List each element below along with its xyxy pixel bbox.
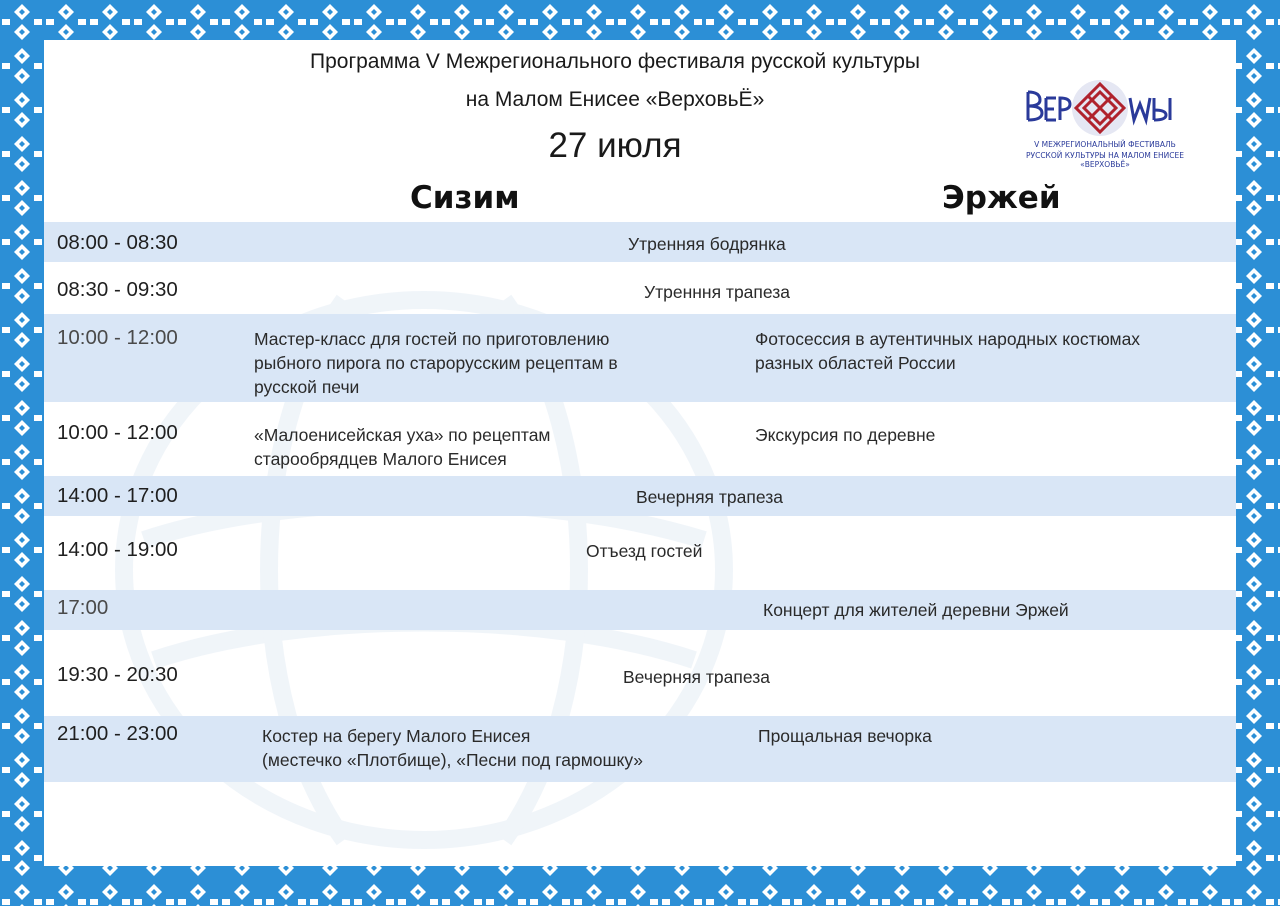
row-time: 10:00 - 12:00 [57,326,178,349]
program-title-line1: Программа V Межрегионального фестиваля русской культуры [310,50,920,73]
row-time: 08:00 - 08:30 [57,231,178,254]
row-time: 14:00 - 17:00 [57,484,178,507]
row-event-sizim-line1: Мастер-класс для гостей по приготовлению [254,329,610,349]
row-time: 17:00 [57,596,109,619]
row-event-erzhey-line2: разных областей России [755,353,956,373]
column-heading-sizim: Сизим [410,180,520,216]
row-event-erzhey-line1: Концерт для жителей деревни Эржей [763,600,1069,620]
schedule-row [44,590,1236,630]
row-event-common: Вечерняя трапеза [623,667,770,687]
schedule-row [44,222,1236,262]
row-event-erzhey-line1: Экскурсия по деревне [755,425,936,445]
logo-caption-line1: V МЕЖРЕГИОНАЛЬНЫЙ ФЕСТИВАЛЬ [1034,140,1176,149]
row-event-sizim-line2: (местечко «Плотбище), «Песни под гармошку» [262,750,644,770]
row-event-sizim-line1: «Малоенисейская уха» по рецептам [254,425,551,445]
row-event-common: Вечерняя трапеза [636,487,783,507]
row-event-sizim-line1: Костер на берегу Малого Енисея [262,726,531,746]
row-event-common: Утренння трапеза [644,282,790,302]
row-event-common: Отъезд гостей [586,541,703,561]
schedule-row [44,314,1236,402]
row-event-sizim-line3: русской печи [254,377,360,397]
row-time: 14:00 - 19:00 [57,538,178,561]
schedule-row [44,402,1236,476]
row-event-sizim-line2: старообрядцев Малого Енисея [254,449,507,469]
row-event-sizim-line2: рыбного пирога по старорусским рецептам в [254,353,618,373]
row-event-erzhey-line1: Прощальная вечорка [758,726,932,746]
row-time: 10:00 - 12:00 [57,421,178,444]
program-date: 27 июля [548,126,682,165]
schedule-row [44,630,1236,716]
row-time: 08:30 - 09:30 [57,278,178,301]
row-event-erzhey-line1: Фотосессия в аутентичных народных костюмах [755,329,1141,349]
row-time: 21:00 - 23:00 [57,722,178,745]
schedule-row [44,262,1236,314]
schedule-row [44,716,1236,782]
logo-caption-line2: РУССКОЙ КУЛЬТУРЫ НА МАЛОМ ЕНИСЕЕ «ВЕРХОВЬЁ» [1025,151,1184,169]
program-title-line2: на Малом Енисее «ВерховьЁ» [465,88,765,111]
schedule-row [44,516,1236,590]
schedule-row [44,476,1236,516]
row-time: 19:30 - 20:30 [57,663,178,686]
column-heading-erzhey: Эржей [942,180,1061,216]
row-event-common: Утренняя бодрянка [628,234,786,254]
